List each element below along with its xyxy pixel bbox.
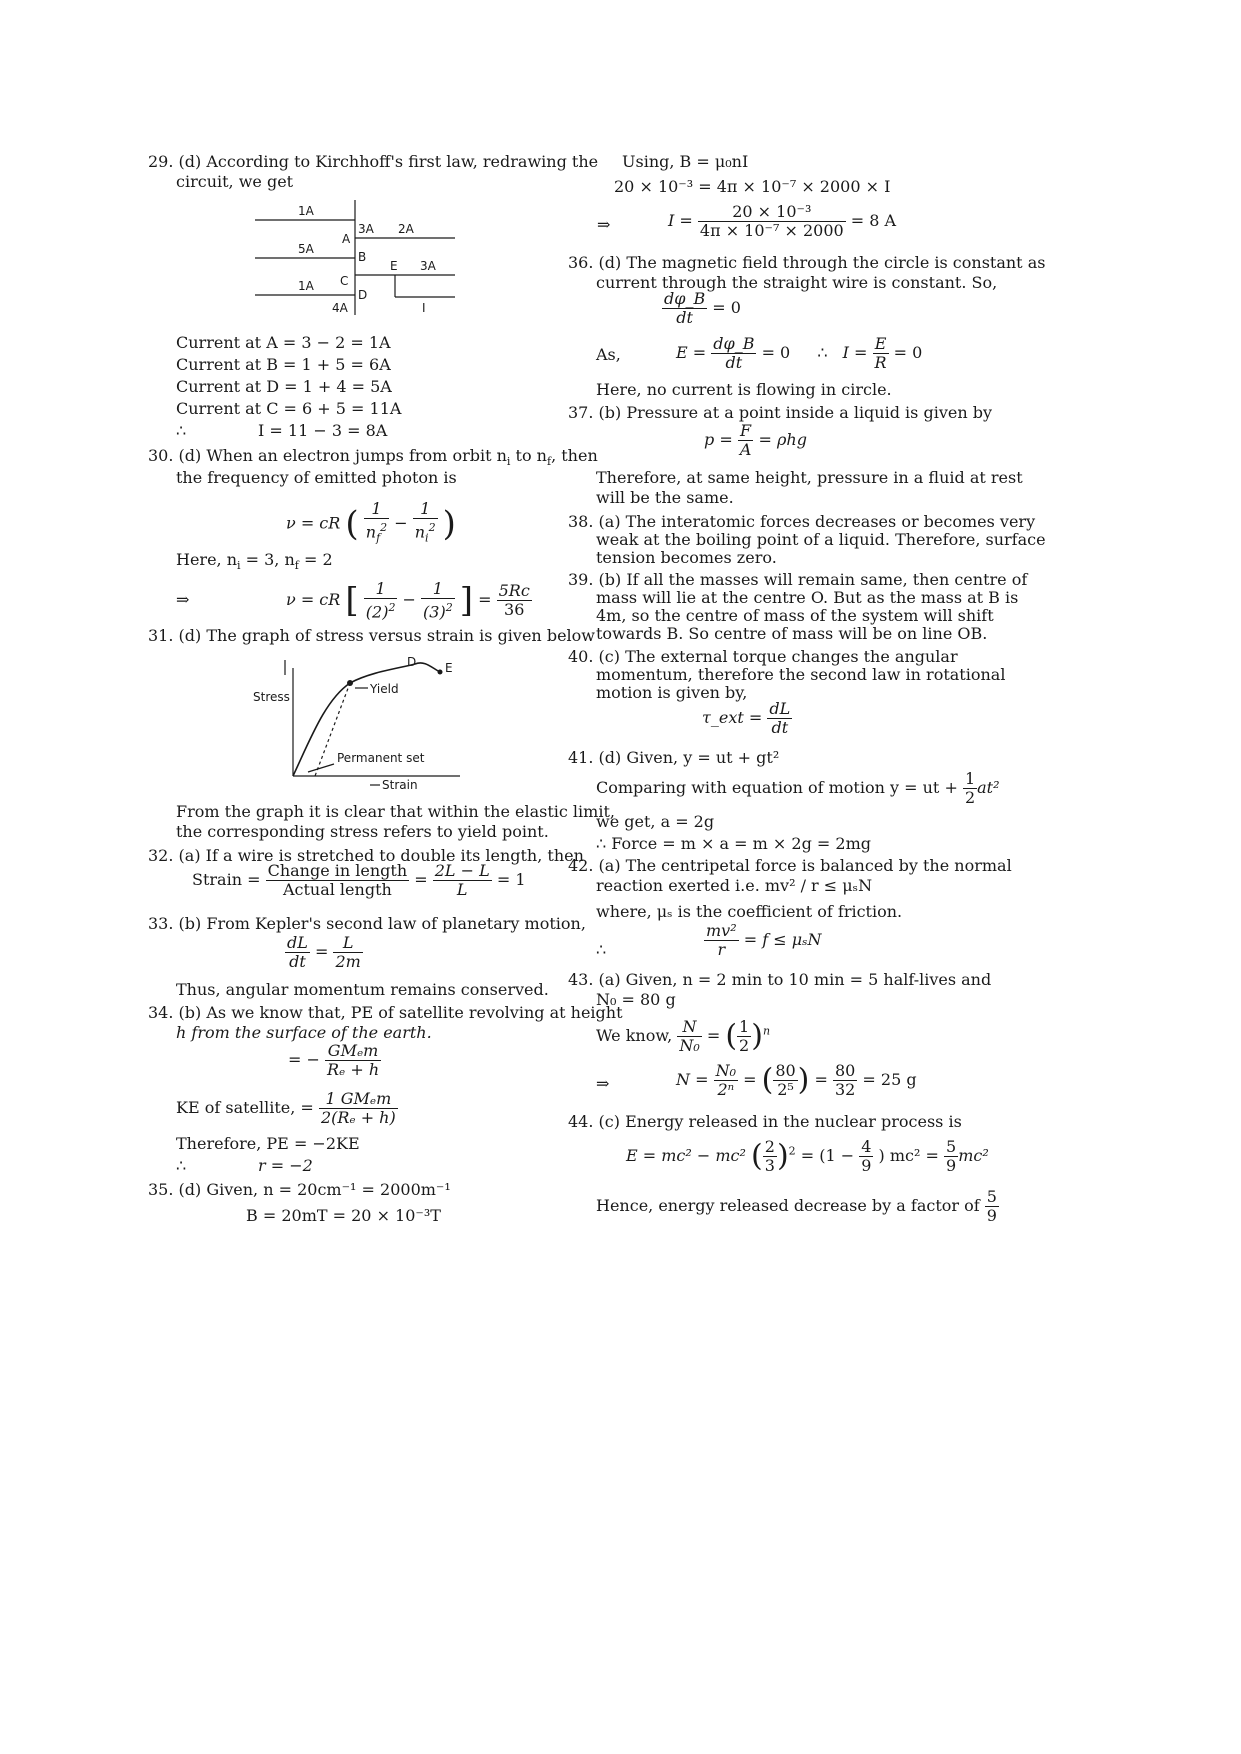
q43-know: We know, — [596, 1026, 673, 1045]
label-4A: 4A — [332, 301, 348, 315]
q30-eq2-result: $\frac{5Rc}{36}$ — [498, 581, 530, 620]
q37-p-result: = ρhg — [758, 430, 807, 449]
q43-n-frac-c: $\frac{80}{32}$ — [834, 1061, 856, 1099]
q33-eq: $\frac{dL}{dt}$ = $\frac{L}{2m}$ — [287, 933, 361, 971]
q36-eq2 — [676, 335, 922, 372]
q41-compare-end: at² — [977, 778, 1000, 797]
q40-eq — [702, 700, 792, 737]
q37-line2: will be the same. — [596, 488, 734, 507]
q43-line1: 43. (a) Given, n = 2 min to 10 min = 5 half-lives and — [568, 970, 992, 989]
q29-heading: 29. (d) According to Kirchhoff's first law, redrawing the — [148, 152, 599, 171]
q43-n-eq: N = $\frac{\text{N₀}}{\text{2ⁿ}}$ = ( $\frac{80}{\text{2⁵}}$ ) = $\frac{80}{32}$ = 25 g — [676, 1061, 917, 1099]
q30-line2: the frequency of emitted photon is — [176, 468, 457, 487]
q44-e-mid: = (1 − — [800, 1146, 855, 1165]
q30-sub-i: i — [506, 455, 511, 469]
q43-exp: n — [762, 1024, 771, 1038]
q29-line-b: Current at B = 1 + 5 = 6A — [176, 355, 391, 374]
q34-heading: 34. (b) As we know that, PE of satellite revolving at height — [148, 1003, 623, 1022]
q37-eq — [704, 422, 807, 459]
q29-result: I = 11 − 3 = 8A — [258, 421, 388, 440]
axis-stress-label: Stress — [253, 690, 290, 704]
q43-k-frac: $\frac{N}{\text{N₀}}$ — [679, 1017, 700, 1055]
label-5A: 5A — [298, 242, 314, 256]
q34-therefore: ∴ — [176, 1156, 187, 1175]
q44-frac-a: $\frac{2}{3}$ — [764, 1137, 775, 1175]
q40-line1: 40. (c) The external torque changes the angular — [568, 647, 958, 666]
q38-line2: weak at the boiling point of a liquid. Therefore, surface — [596, 530, 1046, 549]
q31-line1: From the graph it is clear that within the elastic limit, — [176, 802, 615, 821]
q34-ke-label: KE of satellite, = — [176, 1098, 314, 1117]
q30-here-a: Here, n — [176, 550, 238, 569]
q35-i-result: = 8 A — [850, 211, 897, 230]
label-2A: 2A — [398, 222, 414, 236]
q35-using: Using, B = μ₀nI — [622, 152, 749, 171]
q30-here-c: = 2 — [298, 550, 333, 569]
q31-line2: the corresponding stress refers to yield point. — [176, 822, 549, 841]
q30-head-b: to n — [510, 446, 547, 465]
q44-heading: 44. (c) Energy released in the nuclear process is — [568, 1112, 962, 1131]
q43-k-eq: = — [706, 1026, 721, 1045]
q36-line1: Here, no current is flowing in circle. — [596, 380, 892, 399]
q34-pe-eq — [288, 1042, 381, 1079]
q35-line1: B = 20mT = 20 × 10⁻³T — [246, 1206, 441, 1225]
q34-ke-eq — [176, 1090, 398, 1127]
q37-heading: 37. (b) Pressure at a point inside a liquid is given by — [568, 403, 992, 422]
q36-therefore: ∴ — [817, 343, 828, 362]
label-1A-top: 1A — [298, 204, 314, 218]
yield-point — [347, 680, 353, 686]
q35-arrow: ⇒ — [597, 215, 611, 234]
q36-frac1: $\frac{d\varphi\_B}{dt}$ — [664, 289, 706, 327]
q36-e-result: = 0 — [761, 343, 791, 362]
q34-heading-cont: h from the surface of the earth. — [176, 1023, 432, 1042]
q39-line2: mass will lie at the centre O. But as the mass at B is — [596, 588, 1019, 607]
q32-frac-b: $\frac{2L - L}{L}$ — [434, 861, 490, 899]
q29-therefore: ∴ — [176, 421, 187, 440]
q29-line-c: Current at C = 6 + 5 = 11A — [176, 399, 402, 418]
q44-conclusion — [596, 1188, 999, 1225]
q36-eq1-result: = 0 — [712, 298, 741, 317]
q40-line3: motion is given by, — [596, 683, 748, 702]
q42-eq-result: = f ≤ μₛN — [743, 930, 822, 949]
q44-e-pre: E = mc² − mc² — [626, 1146, 746, 1165]
permanent-set-label: Permanent set — [337, 751, 425, 765]
q34-result: r = −2 — [258, 1156, 313, 1175]
q33-frac-a: $\frac{dL}{dt}$ — [287, 933, 308, 971]
q33-line1: Thus, angular momentum remains conserved. — [176, 980, 549, 999]
q44-e-end: mc² — [958, 1146, 989, 1165]
q41-heading: 41. (d) Given, y = ut + gt² — [568, 748, 780, 767]
q43-know-eq: We know, $\frac{N}{\text{N₀}}$ = ( $\frac{1}{2}$ )$^n$ — [596, 1017, 771, 1055]
q34-line1: Therefore, PE = −2KE — [176, 1134, 360, 1153]
q35-i-eq — [668, 203, 896, 240]
q41-compare-text: Comparing with equation of motion y = ut + — [596, 778, 958, 797]
q40-t-pre: τ_ext = — [702, 708, 763, 727]
q30-here-b: = 3, n — [240, 550, 295, 569]
q30-here: Here, $n_i = 3$, $n_f = 2$ — [176, 550, 333, 573]
q43-arrow: ⇒ — [596, 1074, 610, 1093]
q43-n-frac: $\frac{\text{N₀}}{\text{2ⁿ}}$ — [715, 1061, 737, 1099]
q32-strain: Strain = — [192, 870, 261, 889]
label-E: E — [445, 661, 453, 675]
q30-sub-f: f — [546, 455, 552, 469]
q41-line1: we get, a = 2g — [596, 812, 715, 831]
label-3A: 3A — [358, 222, 374, 236]
q32-eq-result: = 1 — [496, 870, 526, 889]
q33-frac-b: $\frac{L}{2m}$ — [335, 933, 361, 971]
q44-e-mid2: ) mc² = — [878, 1146, 939, 1165]
q43-n-pre: N = — [676, 1070, 709, 1089]
q43-half-frac: $\frac{1}{2}$ — [739, 1017, 750, 1055]
node-D: D — [358, 288, 368, 302]
q37-p-pre: p = — [704, 430, 733, 449]
q35-eq-a: 20 × 10⁻³ = 4π × 10⁻⁷ × 2000 × I — [614, 177, 891, 196]
axis-strain-label: Strain — [382, 778, 418, 792]
q40-frac: $\frac{dL}{dt}$ — [769, 699, 791, 737]
q35-i-frac: $\frac{\text{20 × 10⁻³}}{\text{4π × 10⁻⁷ × 2000}}$ — [699, 202, 844, 240]
q44-frac-b: $\frac{4}{9}$ — [861, 1137, 872, 1175]
implies-arrow: ⇒ — [176, 590, 190, 609]
q39-line4: towards B. So centre of mass will be on line OB. — [596, 624, 988, 643]
q29-line-a: Current at A = 3 − 2 = 1A — [176, 333, 391, 352]
q30-eq2-frac-a: $\frac{1}{(2)^2}$ — [365, 579, 396, 622]
label-D: D — [407, 655, 417, 669]
node-C: C — [340, 274, 349, 288]
q44-eq: E = mc² − mc² ( $\frac{2}{3}$ )$^2$ = (1 − $\frac{4}{9}$ ) mc² = $\frac{5}{9}$ mc² — [626, 1137, 989, 1175]
q30-head-c: , then — [551, 446, 598, 465]
q32-eq: Strain = $\frac{\text{Change in length}}{\text{Actual length}}$ = $\frac{2L - L}{L}$ = 1 — [192, 861, 526, 899]
q41-frac: $\frac{1}{2}$ — [964, 769, 976, 807]
q30-eq2-lhs: ν = cR — [286, 590, 341, 610]
circuit-diagram — [250, 195, 470, 325]
q42-therefore: ∴ — [596, 940, 607, 959]
q42-line1: 42. (a) The centripetal force is balanced by the normal — [568, 856, 1012, 875]
q40-line2: momentum, therefore the second law in rotational — [596, 665, 1006, 684]
q34-pe-pre: = − — [288, 1050, 320, 1069]
q42-line3: where, μₛ is the coefficient of friction. — [596, 902, 903, 921]
q41-line2: ∴ Force = m × a = m × 2g = 2mg — [596, 834, 871, 853]
q44-factor-frac: $\frac{5}{9}$ — [986, 1187, 997, 1225]
label-3A-right: 3A — [420, 259, 436, 273]
q30-eq2: ν = cR [ $\frac{1}{(2)^2}$ − $\frac{1}{(3)^2}$ ] = $\frac{5Rc}{36}$ — [286, 579, 530, 622]
q36-i-pre: I = — [842, 343, 868, 362]
q36-as: As, — [596, 345, 621, 364]
q41-compare — [596, 770, 1000, 807]
q43-n-result: = 25 g — [862, 1070, 917, 1089]
q30-head-a: 30. (d) When an electron jumps from orbit n — [148, 446, 507, 465]
q43-n-frac-b: $\frac{80}{\text{2⁵}}$ — [775, 1061, 796, 1099]
q30-eq1: ν = cR ( $\frac{1}{n_f^2}$ − $\frac{1}{n_i^2}$ ) — [286, 500, 456, 548]
q36-heading-cont: current through the straight wire is constant. So, — [596, 273, 998, 292]
q30-frac-a: $\frac{1}{n_f^2}$ — [365, 499, 388, 545]
node-B: B — [358, 250, 367, 264]
yield-label: Yield — [370, 682, 399, 696]
label-1A-bottom: 1A — [298, 279, 314, 293]
q36-e-pre: E = — [676, 343, 707, 362]
q37-frac: $\frac{F}{A}$ — [739, 421, 752, 459]
q30-eq2-frac-b: $\frac{1}{(3)^2}$ — [423, 579, 453, 622]
q32-frac-a: $\frac{\text{Change in length}}{\text{Actual length}}$ — [267, 861, 408, 899]
stress-strain-graph — [250, 650, 470, 800]
q39-line3: 4m, so the centre of mass of the system will shift — [596, 606, 994, 625]
q35-i-pre: I = — [668, 211, 693, 230]
q36-i-frac: $\frac{E}{R}$ — [874, 334, 887, 372]
q42-line2: reaction exerted i.e. mv² / r ≤ μₛN — [596, 876, 873, 895]
q36-heading: 36. (d) The magnetic field through the circle is constant as — [568, 253, 1046, 272]
q44-frac-c: $\frac{5}{9}$ — [946, 1137, 957, 1175]
q30-frac-b: $\frac{1}{n_i^2}$ — [414, 499, 436, 545]
q29-line-d: Current at D = 1 + 4 = 5A — [176, 377, 392, 396]
q31-heading: 31. (d) The graph of stress versus strain is given below — [148, 626, 595, 645]
q36-i-result: = 0 — [893, 343, 923, 362]
q36-e-frac: $\frac{d\varphi\_B}{dt}$ — [713, 334, 755, 372]
q33-heading: 33. (b) From Kepler's second law of planetary motion, — [148, 914, 586, 933]
q44-conclusion-text: Hence, energy released decrease by a factor of — [596, 1196, 980, 1215]
q43-line2: N₀ = 80 g — [596, 990, 676, 1009]
q42-eq — [704, 922, 822, 959]
q36-eq1 — [662, 290, 741, 327]
q39-line1: 39. (b) If all the masses will remain same, then centre of — [568, 570, 1028, 589]
q34-pe-frac: $\frac{\text{GMₑm}}{\text{Rₑ + h}}$ — [327, 1041, 380, 1079]
q37-line1: Therefore, at same height, pressure in a fluid at rest — [596, 468, 1023, 487]
node-A: A — [342, 232, 351, 246]
q32-heading: 32. (a) If a wire is stretched to double its length, then — [148, 846, 584, 865]
q34-ke-frac: $\frac{\text{1 GMₑm}}{\text{2(Rₑ + h)}}$ — [320, 1089, 396, 1127]
point-E — [438, 670, 443, 675]
q30-eq1-lhs: ν = cR — [286, 513, 341, 533]
node-E: E — [390, 259, 398, 273]
q29-heading-cont: circuit, we get — [176, 172, 294, 191]
label-I: I — [422, 301, 426, 315]
q35-heading: 35. (d) Given, n = 20cm⁻¹ = 2000m⁻¹ — [148, 1180, 451, 1199]
q38-line1: 38. (a) The interatomic forces decreases or becomes very — [568, 512, 1036, 531]
q42-frac: $\frac{\text{mv²}}{r}$ — [706, 921, 737, 959]
q38-line3: tension becomes zero. — [596, 548, 777, 567]
